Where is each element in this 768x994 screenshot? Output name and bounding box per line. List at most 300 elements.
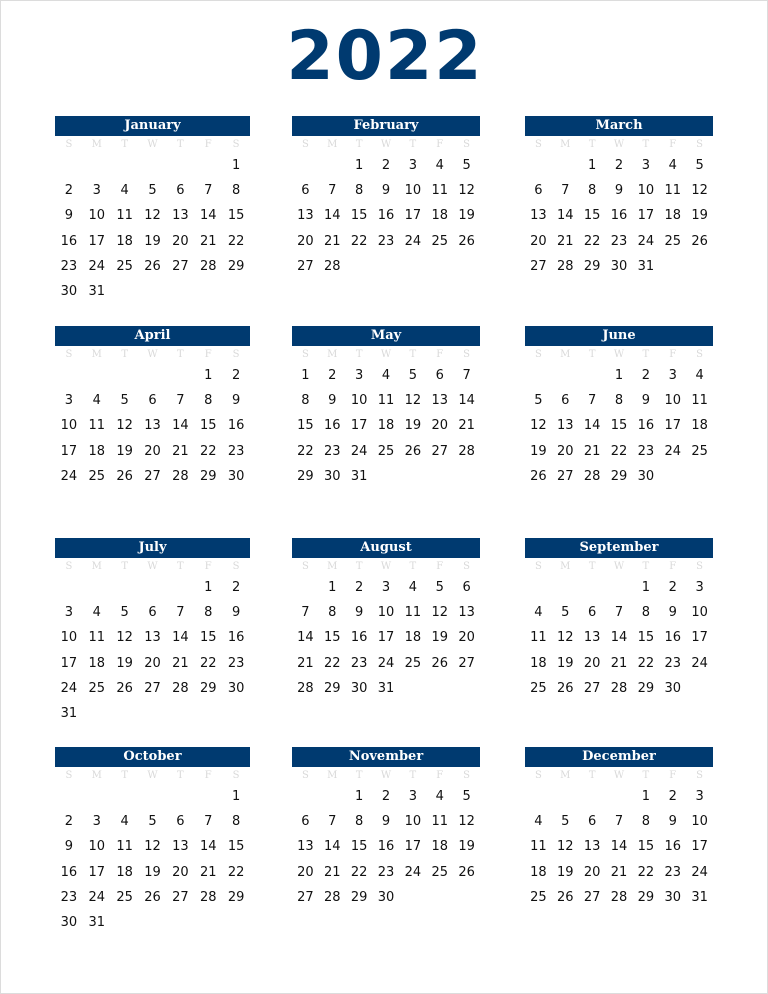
day-cell: 12 [144, 839, 161, 855]
day-cell: 16 [60, 233, 78, 249]
empty-day-cell [83, 701, 111, 726]
week-row [55, 860, 250, 885]
day-cell: 19 [557, 655, 574, 671]
day-cell: 10 [88, 208, 106, 224]
week-row [525, 464, 713, 489]
empty-day-cell [222, 701, 250, 726]
day-cell: 26 [404, 443, 422, 459]
weekday-row [292, 767, 480, 784]
weekday-row [525, 558, 713, 575]
week-row [525, 600, 713, 625]
empty-day-cell [373, 464, 400, 489]
weekday-label: F [204, 139, 212, 150]
week-row [525, 153, 713, 178]
empty-day-cell [139, 784, 167, 809]
day-cell: 18 [88, 443, 106, 459]
week-row [55, 885, 250, 910]
day-cell: 18 [88, 655, 106, 671]
week-row [55, 464, 250, 489]
day-cell: 9 [641, 393, 650, 409]
day-cell: 15 [350, 839, 368, 855]
day-cell: 16 [664, 630, 681, 646]
empty-day-cell [222, 910, 250, 935]
empty-day-cell [166, 784, 194, 809]
day-cell: 12 [431, 605, 448, 621]
week-row [292, 885, 480, 910]
day-cell: 14 [324, 839, 341, 855]
day-cell: 11 [377, 393, 395, 409]
day-cell: 18 [404, 630, 422, 646]
day-cell: 25 [116, 889, 133, 905]
day-cell: 3 [695, 580, 704, 595]
empty-day-cell [166, 153, 194, 178]
day-cell: 23 [377, 864, 395, 880]
week-row [55, 279, 250, 304]
weekday-label: W [613, 139, 625, 150]
day-cell: 30 [227, 680, 245, 696]
empty-day-cell [166, 701, 194, 726]
day-cell: 31 [60, 705, 78, 721]
weekday-label: T [355, 770, 363, 781]
day-cell: 22 [227, 864, 245, 880]
day-cell: 20 [530, 233, 547, 249]
day-cell: 7 [204, 814, 213, 830]
month-header: June [525, 326, 713, 346]
weekday-label: W [380, 139, 392, 150]
day-cell: 9 [328, 393, 337, 409]
empty-day-cell [453, 676, 480, 701]
day-cell: 29 [610, 468, 628, 484]
week-row [525, 575, 713, 600]
weekday-label: F [204, 561, 212, 572]
day-cell: 5 [408, 368, 417, 383]
week-row [55, 600, 250, 625]
weekday-label: T [177, 139, 184, 150]
empty-day-cell [55, 784, 83, 809]
week-row [292, 203, 480, 228]
empty-day-cell [111, 279, 139, 304]
empty-day-cell [579, 575, 606, 600]
weekday-label: T [642, 349, 650, 360]
weekday-label: S [302, 561, 309, 572]
weekday-label: M [327, 349, 338, 360]
day-cell: 2 [355, 580, 364, 595]
day-cell: 11 [116, 839, 133, 855]
weekday-label: S [696, 770, 704, 781]
day-cell: 30 [377, 889, 395, 905]
day-cell: 29 [637, 680, 655, 696]
day-cell: 26 [144, 889, 161, 905]
day-cell: 10 [377, 605, 395, 621]
day-cell: 9 [668, 605, 677, 621]
day-cell: 21 [172, 655, 189, 671]
day-cell: 20 [172, 233, 189, 249]
day-cell: 15 [199, 630, 217, 646]
week-row [525, 885, 713, 910]
day-cell: 8 [588, 183, 597, 199]
day-cell: 27 [172, 889, 189, 905]
day-cell: 6 [435, 368, 444, 383]
day-cell: 14 [583, 418, 601, 434]
day-cell: 14 [199, 839, 217, 855]
day-cell: 27 [458, 655, 475, 671]
day-cell: 10 [350, 393, 368, 409]
day-cell: 22 [350, 864, 368, 880]
day-cell: 22 [199, 443, 217, 459]
weekday-label: S [65, 770, 73, 781]
day-cell: 26 [116, 468, 133, 484]
day-cell: 22 [350, 233, 368, 249]
weekday-label: S [232, 349, 240, 360]
day-cell: 11 [664, 183, 681, 199]
day-cell: 18 [530, 655, 547, 671]
month-december [525, 747, 713, 910]
week-row [525, 439, 713, 464]
day-cell: 24 [637, 233, 655, 249]
day-cell: 26 [530, 468, 547, 484]
day-cell: 31 [88, 283, 106, 299]
weekday-row [525, 346, 713, 363]
day-cell: 12 [144, 208, 161, 224]
day-cell: 14 [557, 208, 574, 224]
week-row [292, 363, 480, 388]
day-cell: 28 [610, 680, 628, 696]
day-cell: 27 [557, 468, 574, 484]
month-june [525, 326, 713, 489]
day-cell: 18 [431, 839, 448, 855]
day-cell: 13 [557, 418, 574, 434]
weekday-label: F [436, 349, 444, 360]
month-april [55, 326, 250, 489]
day-cell: 2 [328, 368, 337, 383]
week-row [292, 439, 480, 464]
day-cell: 23 [60, 258, 78, 274]
day-cell: 9 [355, 605, 364, 621]
day-cell: 18 [530, 864, 547, 880]
week-row [525, 625, 713, 650]
empty-day-cell [111, 701, 139, 726]
day-cell: 25 [691, 443, 708, 459]
week-row [55, 784, 250, 809]
empty-day-cell [139, 575, 167, 600]
weekday-label: S [535, 139, 542, 150]
weekday-label: W [147, 349, 158, 360]
empty-day-cell [292, 575, 319, 600]
day-cell: 25 [404, 655, 422, 671]
day-cell: 17 [60, 443, 78, 459]
empty-day-cell [552, 363, 579, 388]
week-row [292, 413, 480, 438]
empty-day-cell [111, 784, 139, 809]
weekday-label: S [535, 561, 542, 572]
day-cell: 10 [404, 814, 422, 830]
empty-day-cell [55, 153, 83, 178]
day-cell: 1 [204, 580, 213, 595]
empty-day-cell [426, 464, 453, 489]
day-cell: 4 [120, 183, 129, 199]
empty-day-cell [166, 910, 194, 935]
weekday-label: T [177, 561, 184, 572]
weekday-label: F [669, 139, 677, 150]
day-cell: 1 [641, 789, 650, 804]
empty-day-cell [139, 701, 167, 726]
week-row [525, 834, 713, 859]
weekday-label: T [588, 349, 596, 360]
day-cell: 18 [116, 233, 133, 249]
weekday-label: S [696, 349, 704, 360]
day-cell: 9 [381, 183, 391, 199]
day-cell: 15 [583, 208, 601, 224]
empty-day-cell [319, 784, 346, 809]
day-cell: 5 [435, 580, 444, 595]
empty-day-cell [399, 885, 426, 910]
day-cell: 19 [530, 443, 547, 459]
week-row [292, 809, 480, 834]
day-cell: 6 [588, 605, 597, 621]
day-cell: 2 [641, 368, 650, 383]
weekday-label: T [177, 770, 184, 781]
weekday-row [292, 136, 480, 153]
day-cell: 24 [691, 655, 708, 671]
day-cell: 24 [350, 443, 368, 459]
day-cell: 28 [199, 889, 217, 905]
week-row [55, 388, 250, 413]
weekday-label: M [327, 770, 338, 781]
day-cell: 20 [144, 443, 161, 459]
day-cell: 31 [637, 258, 655, 274]
empty-day-cell [552, 575, 579, 600]
day-cell: 13 [297, 208, 314, 224]
month-january [55, 116, 250, 304]
day-cell: 19 [404, 418, 422, 434]
weekday-row [292, 558, 480, 575]
day-cell: 14 [610, 839, 628, 855]
weekday-row [525, 767, 713, 784]
empty-day-cell [686, 676, 713, 701]
day-cell: 23 [637, 443, 655, 459]
day-cell: 7 [176, 605, 185, 621]
day-cell: 16 [227, 630, 245, 646]
day-cell: 24 [88, 889, 106, 905]
weekday-label: W [147, 561, 158, 572]
week-row [525, 784, 713, 809]
weekday-row [292, 346, 480, 363]
week-row [525, 809, 713, 834]
day-cell: 17 [404, 839, 422, 855]
day-cell: 16 [610, 208, 628, 224]
month-header: February [292, 116, 480, 136]
week-row [55, 178, 250, 203]
day-cell: 23 [664, 655, 681, 671]
day-cell: 2 [668, 789, 677, 804]
month-october [55, 747, 250, 935]
day-cell: 10 [664, 393, 681, 409]
day-cell: 10 [691, 605, 708, 621]
day-cell: 14 [610, 630, 628, 646]
day-cell: 6 [561, 393, 570, 409]
day-cell: 27 [144, 680, 161, 696]
empty-day-cell [83, 784, 111, 809]
day-cell: 12 [557, 839, 574, 855]
day-cell: 15 [637, 839, 655, 855]
day-cell: 21 [324, 864, 341, 880]
day-cell: 21 [583, 443, 601, 459]
week-row [292, 676, 480, 701]
day-cell: 25 [88, 680, 106, 696]
weekday-label: F [204, 770, 212, 781]
day-cell: 19 [144, 233, 161, 249]
day-cell: 6 [534, 183, 543, 199]
day-cell: 4 [381, 368, 391, 383]
weekday-label: S [65, 561, 73, 572]
day-cell: 10 [60, 418, 78, 434]
month-may [292, 326, 480, 489]
day-cell: 13 [144, 630, 161, 646]
day-cell: 3 [92, 814, 101, 830]
day-cell: 9 [614, 183, 624, 199]
empty-day-cell [373, 254, 400, 279]
day-cell: 25 [664, 233, 681, 249]
week-row [55, 651, 250, 676]
day-cell: 12 [116, 418, 133, 434]
day-cell: 5 [120, 393, 129, 409]
day-cell: 16 [637, 418, 655, 434]
week-row [55, 834, 250, 859]
empty-day-cell [453, 464, 480, 489]
day-cell: 12 [458, 814, 475, 830]
empty-day-cell [319, 153, 346, 178]
weekday-label: W [380, 770, 392, 781]
day-cell: 19 [144, 864, 161, 880]
weekday-label: S [302, 770, 309, 781]
month-header: September [525, 538, 713, 558]
day-cell: 28 [172, 468, 189, 484]
day-cell: 23 [60, 889, 78, 905]
month-august [292, 538, 480, 701]
day-cell: 29 [637, 889, 655, 905]
week-row [292, 254, 480, 279]
day-cell: 29 [199, 680, 217, 696]
week-row [292, 860, 480, 885]
day-cell: 12 [116, 630, 133, 646]
month-header: October [55, 747, 250, 767]
day-cell: 9 [64, 839, 74, 855]
day-cell: 6 [148, 605, 157, 621]
weekday-row [55, 558, 250, 575]
week-row [525, 413, 713, 438]
weekday-label: F [436, 139, 444, 150]
day-cell: 20 [583, 655, 601, 671]
day-cell: 2 [668, 580, 677, 595]
empty-day-cell [111, 153, 139, 178]
weekday-label: M [91, 139, 102, 150]
day-cell: 6 [176, 183, 185, 199]
day-cell: 26 [458, 864, 475, 880]
day-cell: 21 [324, 233, 341, 249]
day-cell: 21 [297, 655, 314, 671]
weekday-label: S [302, 139, 309, 150]
day-cell: 4 [92, 605, 101, 621]
day-cell: 5 [561, 605, 570, 621]
month-header: November [292, 747, 480, 767]
day-cell: 3 [64, 605, 74, 621]
day-cell: 24 [404, 233, 422, 249]
day-cell: 19 [116, 655, 133, 671]
day-cell: 14 [297, 630, 314, 646]
empty-day-cell [399, 676, 426, 701]
day-cell: 4 [534, 605, 543, 621]
day-cell: 3 [381, 580, 391, 595]
day-cell: 29 [227, 889, 245, 905]
day-cell: 1 [355, 158, 364, 173]
month-september [525, 538, 713, 701]
weekday-label: T [409, 349, 417, 360]
weekday-label: S [535, 770, 542, 781]
day-cell: 9 [231, 393, 241, 409]
day-cell: 22 [199, 655, 217, 671]
weekday-label: W [380, 561, 392, 572]
day-cell: 28 [297, 680, 314, 696]
week-row [525, 203, 713, 228]
week-row [292, 575, 480, 600]
day-cell: 14 [172, 418, 189, 434]
day-cell: 8 [231, 183, 241, 199]
week-row [525, 388, 713, 413]
empty-day-cell [292, 784, 319, 809]
empty-day-cell [525, 784, 552, 809]
empty-day-cell [525, 575, 552, 600]
day-cell: 21 [172, 443, 189, 459]
day-cell: 2 [64, 814, 74, 830]
day-cell: 23 [610, 233, 628, 249]
day-cell: 18 [664, 208, 681, 224]
month-march [525, 116, 713, 279]
weekday-label: T [355, 139, 363, 150]
day-cell: 30 [60, 283, 78, 299]
day-cell: 15 [350, 208, 368, 224]
weekday-label: S [65, 349, 73, 360]
day-cell: 11 [431, 183, 448, 199]
empty-day-cell [55, 363, 83, 388]
week-row [292, 178, 480, 203]
week-row [292, 784, 480, 809]
day-cell: 20 [297, 864, 314, 880]
empty-day-cell [453, 885, 480, 910]
day-cell: 3 [408, 158, 417, 173]
day-cell: 25 [431, 864, 448, 880]
day-cell: 31 [691, 889, 708, 905]
day-cell: 3 [641, 158, 650, 173]
weekday-label: T [355, 561, 363, 572]
day-cell: 4 [695, 368, 704, 383]
day-cell: 7 [561, 183, 570, 199]
day-cell: 26 [144, 258, 161, 274]
month-header: August [292, 538, 480, 558]
day-cell: 11 [530, 839, 547, 855]
year-title: 2022 [286, 17, 484, 96]
day-cell: 25 [530, 680, 547, 696]
day-cell: 26 [431, 655, 448, 671]
day-cell: 20 [431, 418, 448, 434]
day-cell: 31 [377, 680, 395, 696]
empty-day-cell [166, 363, 194, 388]
day-cell: 1 [355, 789, 364, 804]
week-row [55, 153, 250, 178]
empty-day-cell [552, 784, 579, 809]
day-cell: 16 [377, 208, 395, 224]
day-cell: 12 [557, 630, 574, 646]
day-cell: 2 [231, 580, 241, 595]
